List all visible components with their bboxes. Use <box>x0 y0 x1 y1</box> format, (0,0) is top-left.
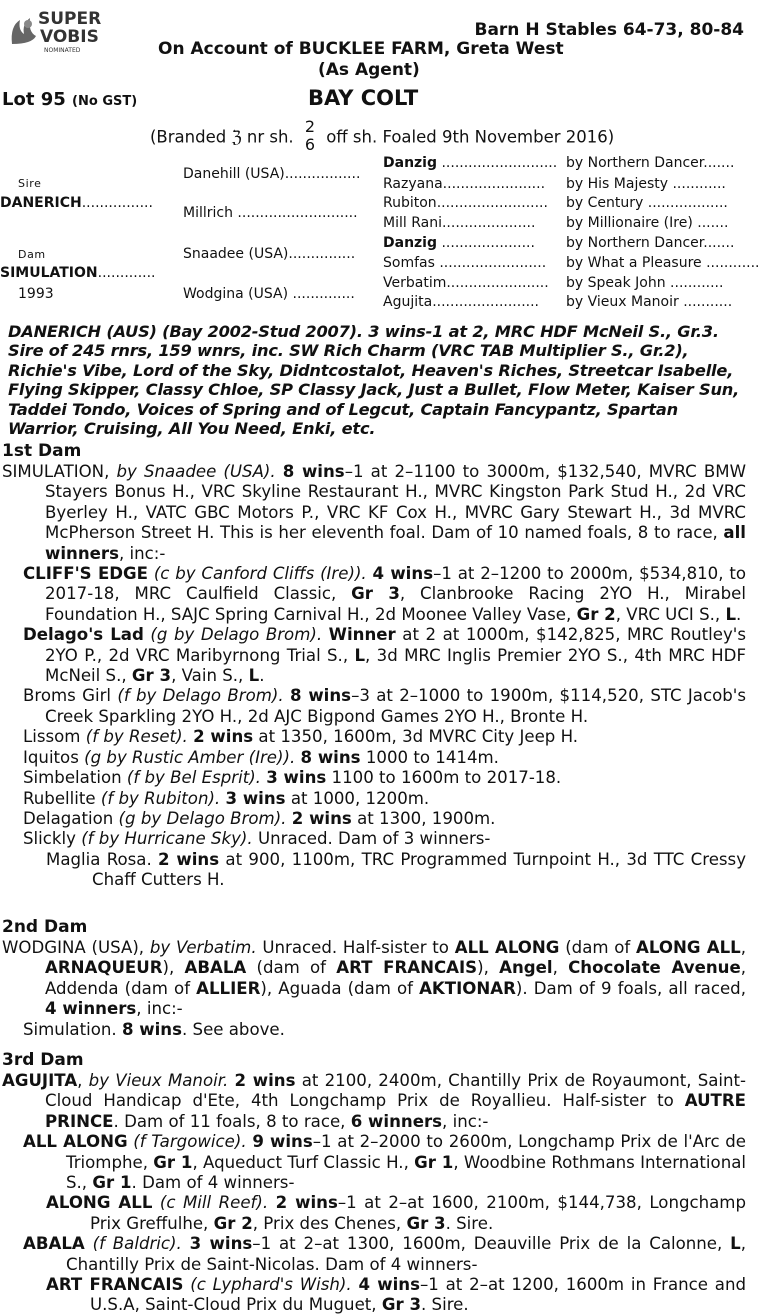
second-dam-block <box>2 938 746 1040</box>
dam-name: SIMULATION............. <box>0 265 156 281</box>
broms-girl-entry: Broms Girl (f by Delago Brom). 8 wins–3 at 2–1000 to 1900m, $114,520, STC Jacob's Creek Sparkling 2YO H., 2d AJC Bigpond Games 2YO H., Bronte H. <box>23 686 746 726</box>
gst-note: (No GST) <box>72 94 138 109</box>
first-dam-heading: 1st Dam <box>2 441 82 461</box>
ped-g4-3: by Century .................. <box>566 195 728 211</box>
cliffs-edge-entry: CLIFF'S EDGE (c by Canford Cliffs (Ire)). 4 wins–1 at 2–1200 to 2000m, $534,810, to 2017-18, MRC Caulfield Classic, Gr 3, Clanbrooke Racing 2YO H., Mirabel Foundation H., SAJC Spring Carnival H., 2d Moonee Valley Vase, Gr 2, VRC UCI S., L. <box>23 564 746 624</box>
brand-nr: nr sh. <box>246 127 294 147</box>
logo-line-2: VOBIS <box>40 27 99 47</box>
ped-g3-6: Somfas ........................ <box>383 255 547 271</box>
ped-g3-3: Rubiton......................... <box>383 195 548 211</box>
ped-g4-7: by Speak John ............ <box>566 275 724 291</box>
vendor-account: On Account of BUCKLEE FARM, Greta West <box>158 39 564 59</box>
all-along-entry: ALL ALONG (f Targowice). 9 wins–1 at 2–2000 to 2600m, Longchamp Prix de l'Arc de Triomphe, Gr 1, Aqueduct Turf Classic H., Gr 1, Woodbine Rothmans International S., Gr 1. Dam of 4 winners- <box>23 1132 746 1193</box>
logo-line-1: SUPER <box>38 9 102 29</box>
second-dam-heading: 2nd Dam <box>2 917 88 937</box>
brand-and-foaling <box>150 117 615 156</box>
ped-g4-1: by Northern Dancer....... <box>566 155 735 171</box>
sire-label: Sire <box>18 177 42 190</box>
agujita-entry: AGUJITA, by Vieux Manoir. 2 wins at 2100, 2400m, Chantilly Prix de Royaumont, Saint-Cloud Handicap d'Ete, 4th Longchamp Prix de Royallieu. Half-sister to AUTRE PRINCE. Dam of 11 foals, 8 to race, 6 winners, inc:- <box>2 1071 747 1131</box>
ped-g3-5: Danzig ..................... <box>383 235 535 251</box>
ped-g4-4: by Millionaire (Ire) ....... <box>566 215 729 231</box>
delagation-entry: Delagation (g by Delago Brom). 2 wins at 1300, 1900m. <box>23 808 496 828</box>
granddam-sire-side: Millrich ........................... <box>183 205 358 221</box>
logo-line-3: NOMINATED <box>44 47 81 54</box>
brand-suffix: off sh. Foaled 9th November 2016) <box>326 127 615 147</box>
third-dam-block <box>2 1071 746 1316</box>
lissom-entry: Lissom (f by Reset). 2 wins at 1350, 1600m, 3d MVRC City Jeep H. <box>23 727 579 747</box>
dam-foaled-year: 1993 <box>18 286 54 302</box>
sire-summary: DANERICH (AUS) (Bay 2002-Stud 2007). 3 wins-1 at 2, MRC HDF McNeil S., Gr.3. Sire of 245 rnrs, 159 wnrs, inc. SW Rich Charm (VRC TAB Multiplier S., Gr.2), Richie's Vibe, Lord of the Sky, Didntcostalot, Heaven's Riches, Streetcar Isabelle, Flying Skipper, Classy Chloe, SP Classy Jack, Just a Bullet, Flow Meter, Kaiser Sun, Taddei Tondo, Voices of Spring and of Legcut, Captain Fancypantz, Spartan Warrior, Cruising, All You Need, Enki, etc. <box>8 322 740 439</box>
horse-description: BAY COLT <box>308 86 419 110</box>
lot-label: Lot 95 <box>2 89 66 110</box>
agent-note: (As Agent) <box>318 60 420 80</box>
simulation-see-above: Simulation. 8 wins. See above. <box>23 1019 285 1039</box>
sire-name: DANERICH................ <box>0 195 153 211</box>
ped-g4-8: by Vieux Manoir ........... <box>566 294 733 310</box>
barn-location: Barn H Stables 64-73, 80-84 <box>474 20 744 40</box>
abala-entry: ABALA (f Baldric). 3 wins–1 at 2–at 1300, 1600m, Deauville Prix de la Calonne, L, Chantilly Prix de Saint-Nicolas. Dam of 4 winners- <box>23 1234 747 1274</box>
along-all-entry: ALONG ALL (c Mill Reef). 2 wins–1 at 2–at 1600, 2100m, $144,738, Longchamp Prix Greffulhe, Gr 2, Prix des Chenes, Gr 3. Sire. <box>46 1193 747 1233</box>
dam-label: Dam <box>18 248 46 261</box>
ped-g4-2: by His Majesty ............ <box>566 176 726 192</box>
wodgina-entry: WODGINA (USA), by Verbatim. Unraced. Half-sister to ALL ALONG (dam of ALONG ALL, ARNAQUEUR), ABALA (dam of ART FRANCAIS), Angel, Chocolate Avenue, Addenda (dam of ALLIER), Aguada (dam of AKTIONAR). Dam of 9 foals, all raced, 4 winners, inc:- <box>2 938 747 1019</box>
rubellite-entry: Rubellite (f by Rubiton). 3 wins at 1000, 1200m. <box>23 788 430 808</box>
grandsire: Danehill (USA)................. <box>183 166 361 182</box>
simulation-entry: SIMULATION, by Snaadee (USA). 8 wins–1 at 2–1100 to 3000m, $132,540, MVRC BMW Stayers Bonus H., VRC Skyline Restaurant H., MVRC Kingston Park Stud H., 2d VRC Byerley H., VATC GBC Motors P., VRC KF Cox H., MVRC Gary Stewart H., 3d MVRC McPherson Street H. This is her eleventh foal. Dam of 10 named foals, 8 to race, all winners, inc:- <box>2 462 746 563</box>
brand-prefix: (Branded <box>150 127 227 147</box>
brand-fraction <box>299 118 321 154</box>
art-francais-entry: ART FRANCAIS (c Lyphard's Wish). 4 wins–1 at 2–at 1200, 1600m in France and U.S.A, Saint-Cloud Prix du Muguet, Gr 3. Sire. <box>46 1275 746 1315</box>
first-dam-block <box>2 462 746 891</box>
delagos-lad-entry: Delago's Lad (g by Delago Brom). Winner at 2 at 1000m, $142,825, MRC Routley's 2YO P., 2d VRC Maribyrnong Trial S., L, 3d MRC Inglis Premier 2YO S., 4th MRC HDF McNeil S., Gr 3, Vain S., L. <box>23 625 746 686</box>
ped-g3-4: Mill Rani..................... <box>383 215 536 231</box>
third-dam-heading: 3rd Dam <box>2 1050 84 1070</box>
iquitos-entry: Iquitos (g by Rustic Amber (Ire)). 8 wins 1000 to 1414m. <box>23 747 499 767</box>
ped-g3-1: Danzig .......................... <box>383 155 558 171</box>
brand-num-top: 2 <box>304 117 316 136</box>
slickly-entry: Slickly (f by Hurricane Sky). Unraced. Dam of 3 winners- <box>23 829 491 849</box>
simbelation-entry: Simbelation (f by Bel Esprit). 3 wins 1100 to 1600m to 2017-18. <box>23 768 562 788</box>
brand-num-bottom: 6 <box>304 135 316 154</box>
ped-g3-8: Agujita........................ <box>383 294 539 310</box>
maglia-rosa-entry: Maglia Rosa. 2 wins at 900, 1100m, TRC Programmed Turnpoint H., 3d TTC Cressy Chaff Cutters H. <box>46 849 747 890</box>
lot-number <box>2 89 137 110</box>
dam-sire: Snaadee (USA)............... <box>183 246 356 262</box>
ped-g3-7: Verbatim....................... <box>383 275 549 291</box>
dam-dam: Wodgina (USA) .............. <box>183 286 355 302</box>
brand-symbol: ℨ <box>231 127 242 147</box>
ped-g3-2: Razyana....................... <box>383 176 546 192</box>
ped-g4-6: by What a Pleasure ............ <box>566 255 760 271</box>
ped-g4-5: by Northern Dancer....... <box>566 235 735 251</box>
super-vobis-logo <box>6 4 102 56</box>
